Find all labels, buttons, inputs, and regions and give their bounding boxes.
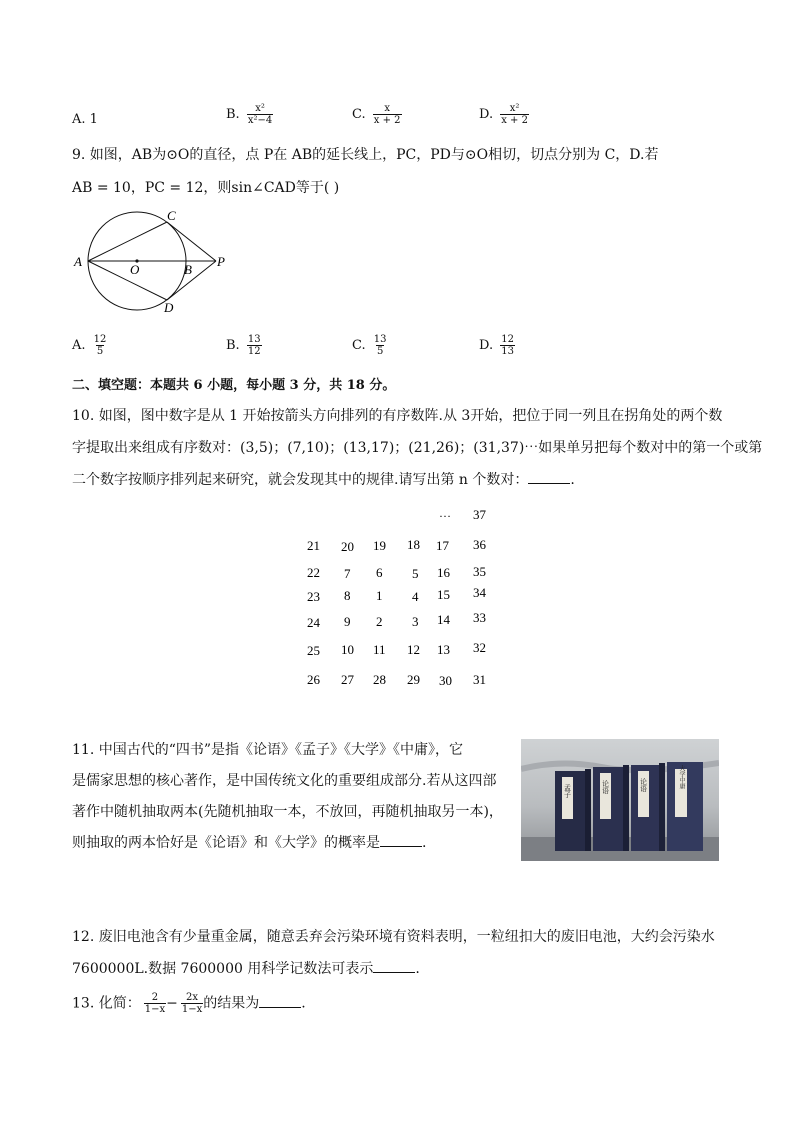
option-label: B. bbox=[226, 338, 240, 353]
fraction bbox=[181, 992, 203, 1015]
denominator: 13 bbox=[501, 346, 514, 357]
grid-cell: 22 bbox=[307, 565, 320, 580]
q11-line-4 bbox=[72, 832, 426, 852]
section-heading: 二、填空题：本题共 6 小题，每小题 3 分，共 18 分。 bbox=[72, 378, 396, 393]
grid-cell: 6 bbox=[376, 565, 383, 580]
grid-cell: 29 bbox=[407, 672, 420, 687]
option-label: B. bbox=[226, 107, 240, 122]
label-o: O bbox=[130, 262, 140, 277]
period: . bbox=[301, 995, 306, 1012]
numerator: x² bbox=[509, 103, 520, 114]
q9-option-d bbox=[479, 334, 515, 357]
numerator: x bbox=[384, 103, 390, 114]
grid-cell: 34 bbox=[473, 585, 486, 600]
grid-cell: 18 bbox=[407, 537, 420, 552]
grid-cell: 20 bbox=[341, 539, 354, 554]
q8-option-b bbox=[226, 103, 273, 126]
period: . bbox=[570, 472, 575, 488]
grid-cell: 8 bbox=[344, 588, 351, 603]
grid-cell: 1 bbox=[376, 588, 383, 603]
fraction bbox=[373, 103, 402, 126]
q13-line bbox=[72, 992, 306, 1015]
grid-cell: 25 bbox=[307, 643, 320, 658]
grid-cell: 17 bbox=[436, 538, 449, 553]
q9-option-b bbox=[226, 334, 262, 357]
grid-cell: 19 bbox=[373, 538, 386, 553]
fraction bbox=[373, 334, 388, 357]
numerator: 13 bbox=[247, 334, 261, 345]
q10-line-3 bbox=[72, 469, 575, 489]
grid-cell: 36 bbox=[473, 537, 486, 552]
grid-cell: 2 bbox=[376, 614, 383, 629]
q8-option-c bbox=[352, 103, 402, 126]
grid-cell: 11 bbox=[373, 642, 386, 657]
option-label: D. bbox=[479, 107, 494, 122]
q9-line-1: 9. 如图，AB为⊙O的直径，点 P在 AB的延长线上，PC，PD与⊙O相切，切点分别为 C，D.若 bbox=[72, 147, 659, 163]
numerator: 2x bbox=[186, 992, 199, 1003]
book-title: 论语 bbox=[601, 780, 610, 794]
option-label: D. bbox=[479, 338, 494, 353]
grid-cell: 9 bbox=[344, 614, 351, 629]
q9-option-c bbox=[352, 334, 388, 357]
fraction bbox=[500, 334, 515, 357]
option-label: C. bbox=[352, 338, 366, 353]
grid-cell: 16 bbox=[437, 565, 450, 580]
q9-option-a bbox=[72, 334, 107, 357]
fraction bbox=[93, 334, 108, 357]
grid-cell: 14 bbox=[437, 612, 450, 627]
denominator: x + 2 bbox=[373, 115, 401, 126]
minus-sign: − bbox=[166, 995, 178, 1012]
answer-blank[interactable] bbox=[259, 994, 301, 1008]
q10-spiral-figure bbox=[283, 495, 508, 705]
label-p: P bbox=[217, 254, 225, 269]
grid-cell: 37 bbox=[473, 507, 486, 522]
denominator: 5 bbox=[96, 346, 104, 357]
grid-cell: 13 bbox=[437, 642, 450, 657]
option-label: C. bbox=[352, 107, 366, 122]
period: . bbox=[422, 835, 427, 851]
answer-blank[interactable] bbox=[380, 833, 422, 847]
book-title: 论语 bbox=[639, 778, 648, 792]
numerator: 12 bbox=[501, 334, 514, 345]
grid-cell: 5 bbox=[412, 566, 419, 581]
grid-cell: 31 bbox=[473, 672, 486, 687]
denominator: x + 2 bbox=[501, 115, 528, 126]
numerator: 2 bbox=[151, 992, 159, 1003]
fraction bbox=[144, 992, 166, 1015]
denominator: 5 bbox=[376, 346, 384, 357]
book-title: 大学中庸 bbox=[678, 765, 684, 789]
grid-cell: 21 bbox=[307, 538, 320, 553]
q9-circle-figure bbox=[70, 205, 240, 315]
grid-cell: … bbox=[439, 506, 451, 520]
grid-cell: 30 bbox=[439, 673, 452, 688]
option-label: A. bbox=[72, 338, 86, 353]
grid-cell: 7 bbox=[344, 566, 351, 581]
denominator: x²−4 bbox=[247, 115, 273, 126]
q11-line-2: 是儒家思想的核心著作，是中国传统文化的重要组成部分.若从这四部 bbox=[72, 773, 497, 789]
q9-line-2: AB = 10，PC = 12，则sin∠CAD等于( ) bbox=[72, 180, 340, 196]
answer-blank[interactable] bbox=[528, 470, 570, 484]
grid-cell: 35 bbox=[473, 564, 486, 579]
q10-line-3-text: 二个数字按顺序排列起来研究，就会发现其中的规律.请写出第 n 个数对： bbox=[72, 472, 529, 488]
denominator: 12 bbox=[247, 346, 261, 357]
period: . bbox=[415, 961, 420, 977]
denominator: 1−x bbox=[181, 1004, 203, 1015]
grid-cell: 28 bbox=[373, 672, 386, 687]
q13-prefix: 13. 化简： bbox=[72, 995, 141, 1012]
q12-line-2 bbox=[72, 958, 420, 978]
numerator: 13 bbox=[373, 334, 387, 345]
q8-option-a bbox=[72, 112, 98, 127]
fraction bbox=[247, 334, 262, 357]
denominator: 1−x bbox=[144, 1004, 166, 1015]
q11-line-1: 11. 中国古代的“四书”是指《论语》《孟子》《大学》《中庸》，它 bbox=[72, 742, 464, 758]
q12-line-2-text: 7600000L.数据 7600000 用科学记数法可表示 bbox=[72, 961, 374, 977]
label-b: B bbox=[184, 262, 192, 277]
line-pc bbox=[167, 222, 216, 261]
q11-line-3: 著作中随机抽取两本(先随机抽取一本，不放回，再随机抽取另一本)， bbox=[72, 804, 503, 820]
label-d: D bbox=[164, 300, 174, 315]
grid-cell: 12 bbox=[407, 642, 420, 657]
grid-cell: 24 bbox=[307, 615, 320, 630]
numerator: 12 bbox=[93, 334, 107, 345]
grid-cell: 32 bbox=[473, 640, 486, 655]
grid-cell: 27 bbox=[341, 672, 354, 687]
numerator: x² bbox=[255, 103, 265, 114]
label-c: C bbox=[167, 208, 176, 223]
grid-cell: 4 bbox=[412, 589, 419, 604]
line-ad bbox=[88, 261, 167, 300]
option-label: A. 1 bbox=[72, 112, 98, 127]
answer-blank[interactable] bbox=[373, 959, 415, 973]
book-title: 孟子 bbox=[563, 784, 572, 798]
q11-line-4-text: 则抽取的两本恰好是《论语》和《大学》的概率是 bbox=[72, 835, 380, 851]
q10-line-2: 字提取出来组成有序数对：(3,5)；(7,10)；(13,17)；(21,26)；(31,37)⋯如果单另把每个数对中的第一个或第 bbox=[72, 440, 763, 456]
grid-cell: 33 bbox=[473, 610, 486, 625]
label-a: A bbox=[74, 254, 82, 269]
fraction bbox=[500, 103, 529, 126]
fraction bbox=[247, 103, 273, 126]
grid-cell: 23 bbox=[307, 589, 320, 604]
q12-line-1: 12. 废旧电池含有少量重金属，随意丢弃会污染环境有资料表明，一粒纽扣大的废旧电池，大约会污染水 bbox=[72, 929, 715, 945]
q13-suffix: 的结果为 bbox=[203, 995, 260, 1012]
grid-cell: 26 bbox=[307, 672, 320, 687]
q8-option-d bbox=[479, 103, 529, 126]
grid-cell: 10 bbox=[341, 642, 354, 657]
line-ac bbox=[88, 222, 167, 261]
four-books-photo bbox=[521, 739, 719, 861]
grid-cell: 15 bbox=[437, 587, 450, 602]
grid-cell: 3 bbox=[412, 614, 419, 629]
q10-line-1: 10. 如图，图中数字是从 1 开始按箭头方向排列的有序数阵.从 3开始，把位于同一列且在拐角处的两个数 bbox=[72, 408, 723, 424]
